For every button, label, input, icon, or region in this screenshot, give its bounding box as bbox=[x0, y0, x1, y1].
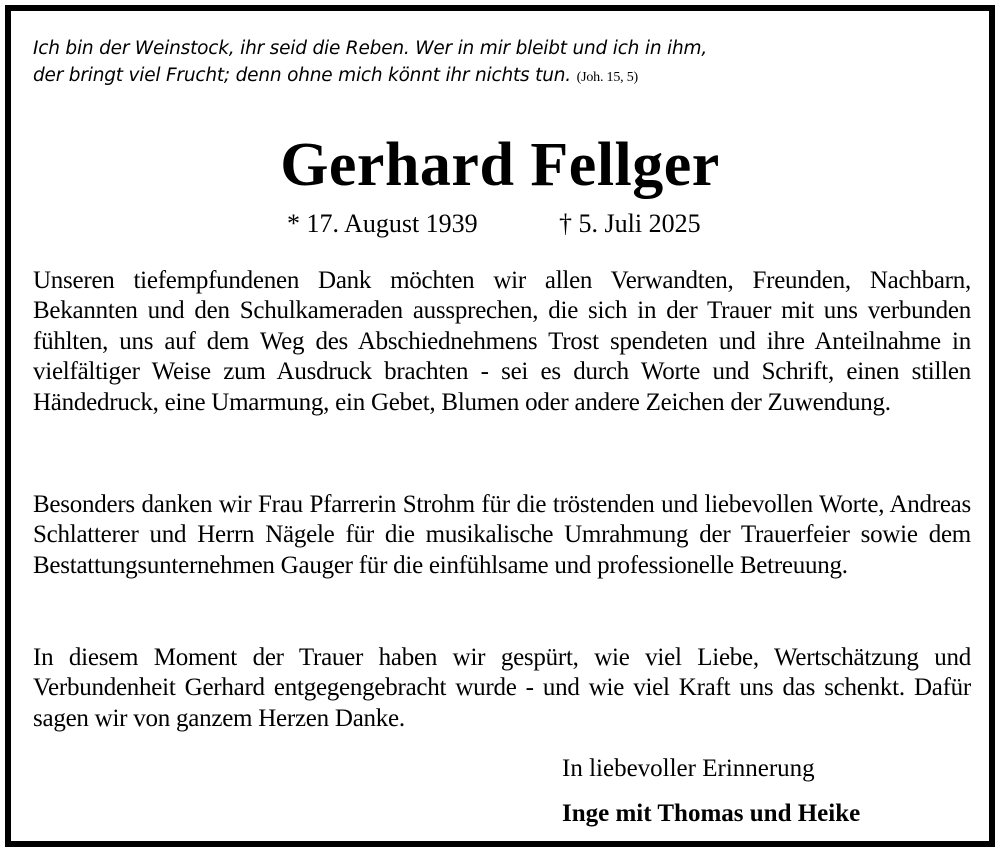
deceased-name: Gerhard Fellger bbox=[280, 131, 720, 199]
verse-line-1: Ich bin der Weinstock, ihr seid die Reben. Wer in mir bleibt und ich in ihm, bbox=[33, 38, 707, 59]
verse-line-2: der bringt viel Frucht; denn ohne mich könnt ihr nichts tun. bbox=[33, 65, 571, 86]
birth-date: * 17. August 1939 bbox=[287, 209, 478, 238]
family-signature: Inge mit Thomas und Heike bbox=[562, 800, 861, 827]
thanks-paragraph-1: Unseren tiefempfundenen Dank möchten wir allen Verwandten, Freunden, Nachbarn, Bekannten und den Schulkameraden aussprechen, die sich in der Trauer mit uns verbunden fühlten, uns auf dem Weg des Abschiednehmens Trost spendeten und ihre Anteilnahme in vielfältiger Weise zum Ausdruck brachten - sei es durch Worte und Schrift, einen stillen Händedruck, eine Umarmung, ein Gebet, Blumen oder andere Zeichen der Zuwendung. bbox=[33, 267, 971, 416]
thanks-paragraph-3: In diesem Moment der Trauer haben wir gespürt, wie viel Liebe, Wertschätzung und Verbundenheit Gerhard entgegengebracht wurde - und wie viel Kraft uns das schenkt. Dafür sagen wir von ganzem Herzen Danke. bbox=[33, 644, 971, 732]
death-date: † 5. Juli 2025 bbox=[559, 209, 701, 238]
verse-reference: (Joh. 15, 5) bbox=[576, 70, 639, 85]
closing-phrase: In liebevoller Erinnerung bbox=[562, 755, 815, 782]
obituary-frame bbox=[5, 5, 995, 847]
bible-verse bbox=[33, 35, 953, 91]
thanks-paragraph-2: Besonders danken wir Frau Pfarrerin Strohm für die tröstenden und liebevollen Worte, Andreas Schlatterer und Herrn Nägele für die musikalische Umrahmung der Trauerfeier sowie dem Bestattungsunternehmen Gauger für die einfühlsame und professionelle Betreuung. bbox=[33, 491, 971, 579]
